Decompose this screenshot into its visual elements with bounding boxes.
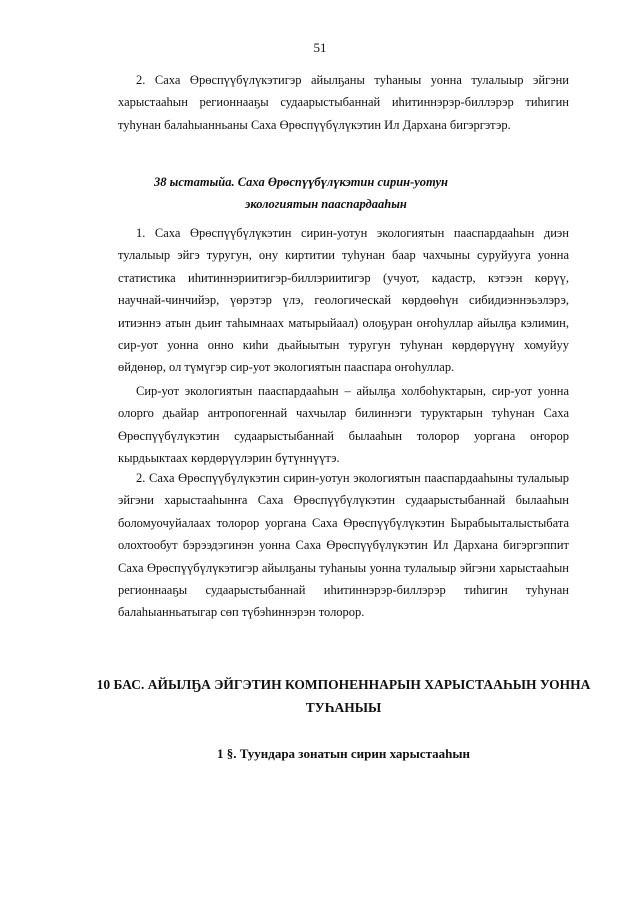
paragraph-intro: 2. Саха Өрөспүүбүлүкэтигэр айылҕаны туһаныы уонна тулалыыр эйгэни харыстааһын регионнааҕы судаарыстыбаннай иһитиннэрэр-биллэрэр тиһигин туһунан балаһыанньаны Саха Өрөспүүбүлүкэтин Ил Дархана бигэргэтэр.: [118, 73, 569, 132]
chapter-heading: 10 БАС. АЙЫЛҔА ЭЙГЭТИН КОМПОНЕННАРЫН ХАРЫСТААҺЫН УОННА ТУҺАНЫЫ: [96, 677, 591, 715]
article-heading: [118, 171, 569, 215]
article-heading-line1: 38 ыстатыйа. Саха Өрөспүүбүлүкэтин сирин-уотун: [154, 175, 448, 189]
article-heading-line2: экологиятын пааспардааһын: [245, 197, 407, 211]
paragraph-1: 1. Саха Өрөспүүбүлүкэтин сирин-уотун экологиятын пааспардааһын диэн тулалыыр эйгэ туругун, ону киртитии туһунан баар чахчыны суруйууга уонна статистика иһитиннэриитигэр-биллэриитигэр (учуот, кадастр, кэтээн көрүү, научнай-чинчийэр, үөрэтэр үлэ, геологическай көрдөөһүн сибидиэннэьэлэрэ, итиэннэ атын дьиҥ таһымнаах матырыйаал) олоҕуран оҥоһуллар айылҕа кэлимин, сир-уот уонна онно киһи дьайыытын туругун туһунан көрдөрүүнү хомуйуу өйдөнөр, ол түмүгэр сир-уот экологиятын пааспара оҥоһуллар.: [118, 226, 569, 375]
section-heading: 1 §. Туундара зонатын сирин харыстааһын: [216, 746, 470, 761]
page-number: 51: [313, 40, 327, 55]
paragraph-3: 2. Саха Өрөспүүбүлүкэтин сирин-уотун экологиятын пааспардааһыны тулалыыр эйгэни харыстааһынҥа Саха Өрөспүүбүлүкэтин судаарыстыбаннай былааһын боломуочуйалаах толорор уоргана Саха Өрөспүүбүлүкэтин Бырабыыталыстыбата олохтообут бэрээдэгинэн уонна Саха Өрөспүүбүлүкэтин Ил Дархана бигэргэппит Саха Өрөспүүбүлүкэтигэр айылҕаны туһаныы уонна тулалыыр эйгэни харыстааһын регионнааҕы судаарыстыбаннай иһитиннэрэр-биллэрэр тиһигин туһунан балаһыанньатыгар сөп түбэһиннэрэн толорор.: [118, 471, 569, 620]
paragraph-2: Сир-уот экологиятын пааспардааһын – айылҕа холбоһуктарын, сир-уот уонна олорго дьайар антропогеннай чахчылар билиннэги туруктарын туһунан Саха Өрөспүүбүлүкэтин судаарыстыбаннай былааһын толорор уоргана оҥорор кырдьыктаах көрдөрүүлэрин бүтүннүүтэ.: [118, 384, 569, 466]
